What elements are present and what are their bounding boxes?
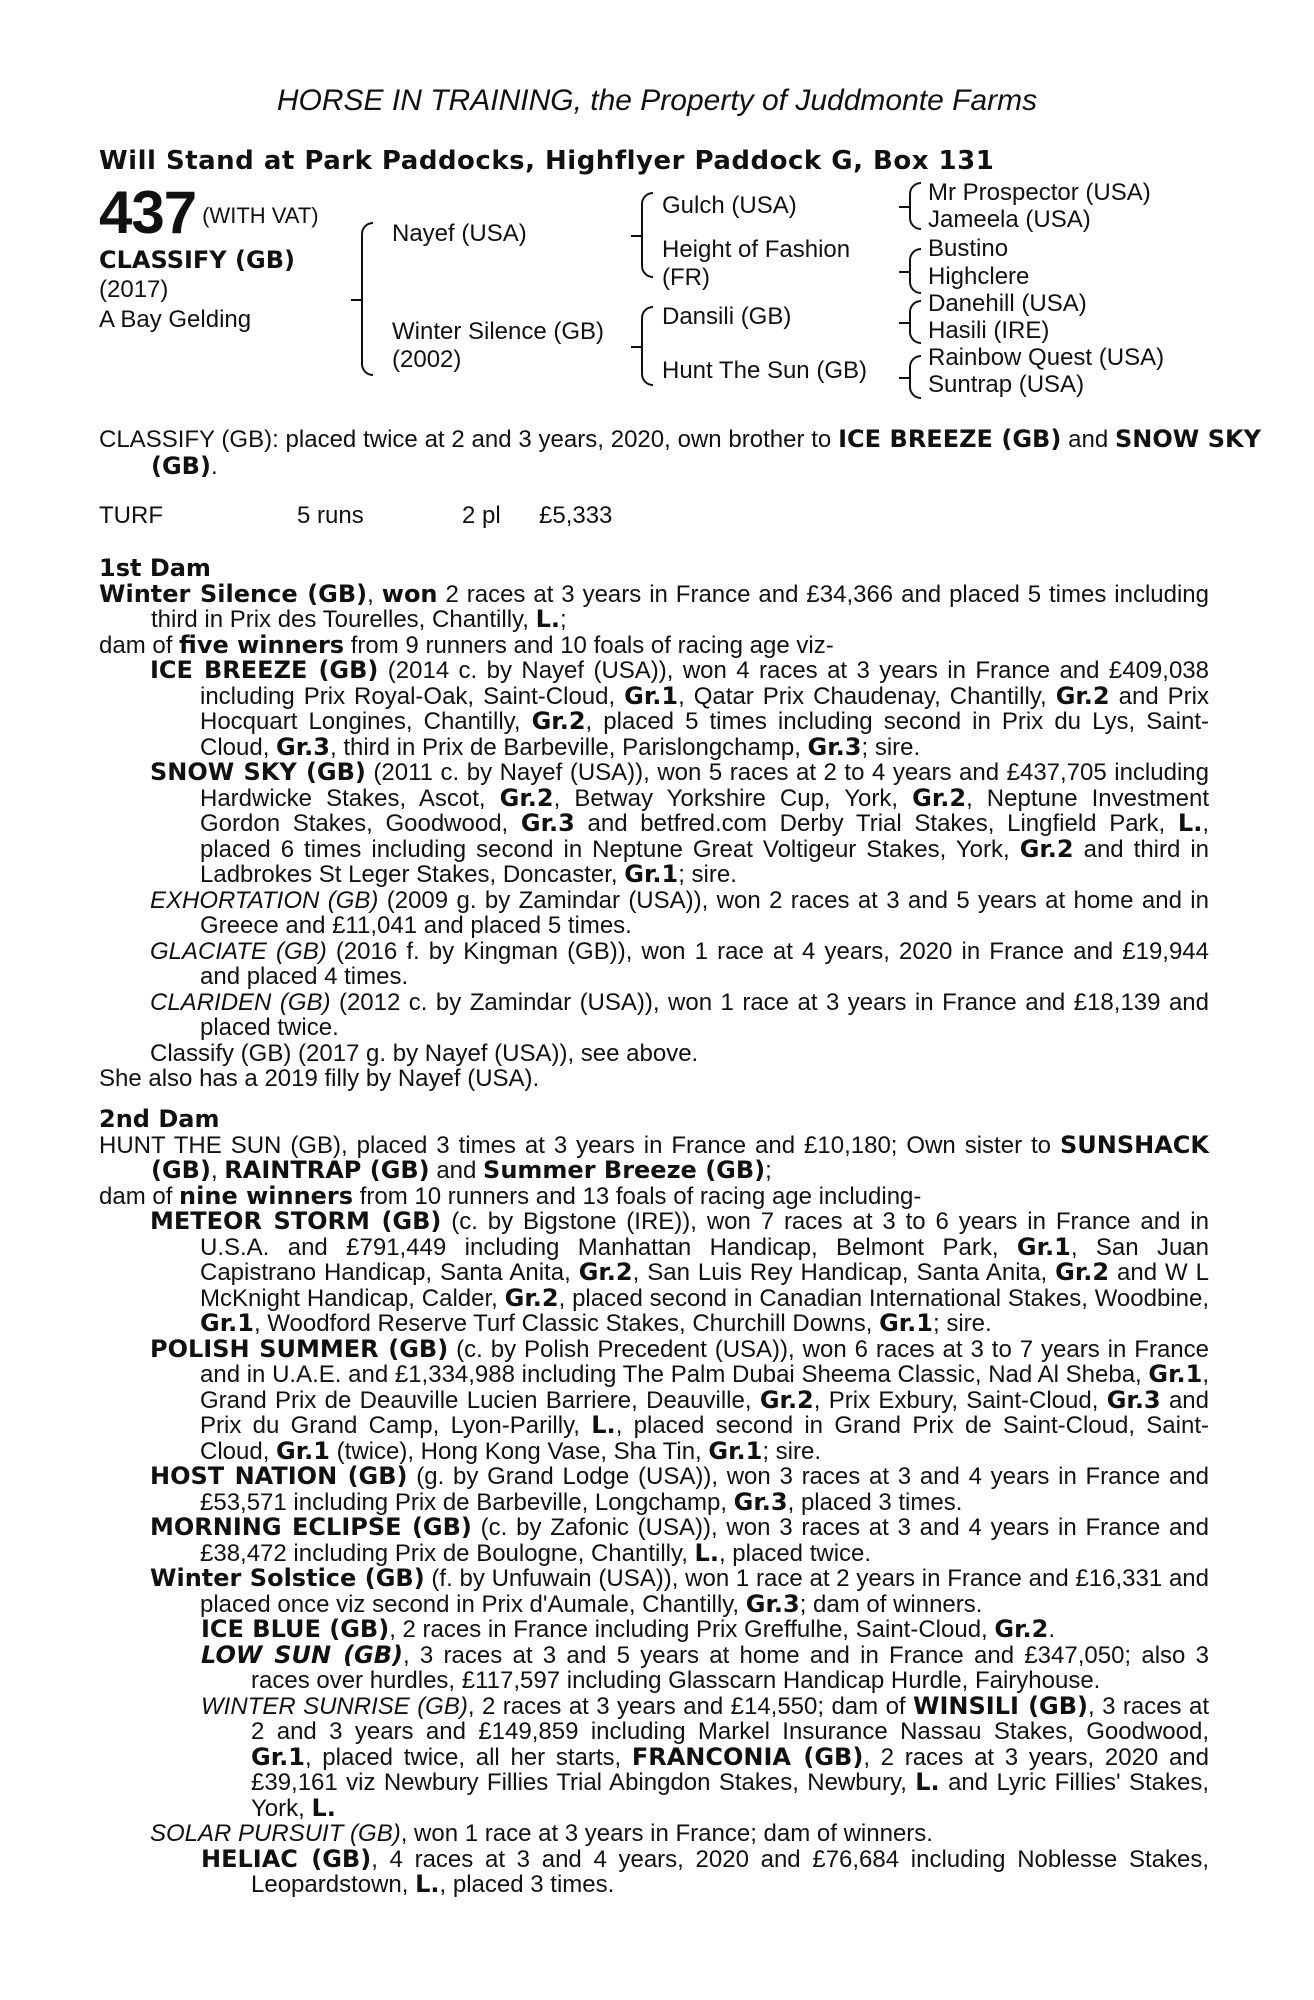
produce-entry: MORNING ECLIPSE (GB) (c. by Zafonic (USA)), won 3 races at 3 and 4 years in France and £38,472 including Prix de Boulogne, Chantilly, L., placed twice. <box>150 1513 1209 1567</box>
produce-subentry: LOW SUN (GB), 3 races at 3 and 5 years at home and in France and £347,050; also 3 races over hurdles, £117,597 including Glasscarn Handicap Hurdle, Fairyhouse. <box>201 1640 1209 1694</box>
second-dam-section <box>99 1107 1209 1898</box>
pedigree-bracket <box>909 248 921 294</box>
produce-entry: HOST NATION (GB) (g. by Grand Lodge (USA)), won 3 races at 3 and 4 years in France and £53,571 including Prix de Barbeville, Longchamp, Gr.3, placed 3 times. <box>150 1462 1209 1516</box>
turf-runs: 5 runs <box>297 502 364 529</box>
pedigree-sire-sire: Gulch (USA) <box>662 192 797 219</box>
pedigree-bracket <box>909 182 921 230</box>
pedigree-bracket <box>909 355 921 399</box>
second-dam-heading: 2nd Dam <box>99 1105 220 1133</box>
pedigree-sds: Bustino <box>928 235 1009 262</box>
produce-entry: GLACIATE (GB) (2016 f. by Kingman (GB)), won 1 race at 4 years, 2020 in France and £19,944 and placed 4 times. <box>150 937 1210 990</box>
pedigree-dam-year: (2002) <box>392 346 462 373</box>
lot-number-block <box>99 178 319 247</box>
first-dam-footer: She also has a 2019 filly by Nayef (USA). <box>99 1065 540 1092</box>
pedigree-dsd: Hasili (IRE) <box>928 317 1050 344</box>
pedigree-sire-dam-country: (FR) <box>662 264 710 291</box>
lot-number: 437 <box>99 179 197 246</box>
first-dam-heading: 1st Dam <box>99 554 211 582</box>
produce-entry: SOLAR PURSUIT (GB), won 1 race at 3 years in France; dam of winners. <box>150 1820 933 1847</box>
horse-description: A Bay Gelding <box>99 306 252 333</box>
horse-year: (2017) <box>99 276 169 303</box>
pedigree-bracket <box>641 192 653 278</box>
horse-info <box>99 245 295 335</box>
turf-placed: 2 pl <box>462 502 501 529</box>
turf-label: TURF <box>99 502 163 529</box>
produce-subentry: WINTER SUNRISE (GB), 2 races at 3 years and £14,550; dam of WINSILI (GB), 3 races at 2 and 3 years and £149,859 including Markel Insurance Nassau Stakes, Goodwood, Gr.1, placed twice, all her starts, FRANCONIA (GB), 2 races at 3 years, 2020 and £39,161 viz Newbury Fillies Trial Abingdon Stakes, Newbury, L. and Lyric Fillies' Stakes, York, L. <box>201 1691 1210 1822</box>
vat-note: (WITH VAT) <box>202 203 319 228</box>
pedigree-bracket <box>361 222 373 376</box>
produce-entry: EXHORTATION (GB) (2009 g. by Zamindar (USA)), won 2 races at 3 and 5 years at home and in Greece and £11,041 and placed 5 times. <box>150 886 1209 939</box>
pedigree-bracket <box>909 300 921 344</box>
stand-location: Will Stand at Park Paddocks, Highflyer Paddock G, Box 131 <box>99 146 995 176</box>
pedigree-dam: Winter Silence (GB) <box>392 318 605 345</box>
produce-entry: POLISH SUMMER (GB) (c. by Polish Precedent (USA)), won 6 races at 3 to 7 years in France and in U.A.E. and £1,334,988 including The Palm Dubai Sheema Classic, Nad Al Sheba, Gr.1, Grand Prix de Deauville Lucien Barriere, Deauville, Gr.2, Prix Exbury, Saint-Cloud, Gr.3 and Prix du Grand Camp, Lyon-Parilly, L., placed second in Grand Prix de Saint-Cloud, Saint-Cloud, Gr.1 (twice), Hong Kong Vase, Sha Tin, Gr.1; sire. <box>150 1334 1210 1465</box>
pedigree-sss: Mr Prospector (USA) <box>928 179 1151 206</box>
page-header: HORSE IN TRAINING, the Property of Juddmonte Farms <box>276 84 1038 117</box>
pedigree-dds: Rainbow Quest (USA) <box>928 344 1165 371</box>
produce-entry: METEOR STORM (GB) (c. by Bigstone (IRE)), won 7 races at 3 to 6 years in France and in U.S.A. and £791,449 including Manhattan Handicap, Belmont Park, Gr.1, San Juan Capistrano Handicap, Santa Anita, Gr.2, San Luis Rey Handicap, Santa Anita, Gr.2 and W L McKnight Handicap, Calder, Gr.2, placed second in Canadian International Stakes, Woodbine, Gr.1, Woodford Reserve Turf Classic Stakes, Churchill Downs, Gr.1; sire. <box>150 1207 1209 1337</box>
produce-entry: SNOW SKY (GB) (2011 c. by Nayef (USA)), won 5 races at 2 to 4 years and £437,705 including Hardwicke Stakes, Ascot, Gr.2, Betway Yorkshire Cup, York, Gr.2, Neptune Investment Gordon Stakes, Goodwood, Gr.3 and betfred.com Derby Trial Stakes, Lingfield Park, L., placed 6 times including second in Neptune Great Voltigeur Stakes, York, Gr.2 and third in Ladbrokes St Leger Stakes, Doncaster, Gr.1; sire. <box>150 758 1210 888</box>
first-dam-produce-list <box>99 658 1209 1066</box>
turf-earnings: £5,333 <box>539 502 613 529</box>
pedigree-bracket <box>641 306 653 386</box>
pedigree-ssd: Jameela (USA) <box>928 206 1091 233</box>
pedigree-sire: Nayef (USA) <box>392 220 527 247</box>
first-dam-intro: Winter Silence (GB), won 2 races at 3 years in France and £34,366 and placed 5 times including third in Prix des Tourelles, Chantilly, L.; <box>99 579 1210 633</box>
produce-subentry: ICE BLUE (GB), 2 races in France including Prix Greffulhe, Saint-Cloud, Gr.2. <box>201 1615 1055 1643</box>
brother-name: SNOW SKY (GB) <box>151 425 1261 480</box>
produce-entry: ICE BREEZE (GB) (2014 c. by Nayef (USA)), won 4 races at 3 years in France and £409,038 including Prix Royal-Oak, Saint-Cloud, Gr.1, Qatar Prix Chaudenay, Chantilly, Gr.2 and Prix Hocquart Longines, Chantilly, Gr.2, placed 5 times including second in Prix du Lys, Saint-Cloud, Gr.3, third in Prix de Barbeville, Parislongchamp, Gr.3; sire. <box>150 656 1209 761</box>
pedigree-sire-dam: Height of Fashion <box>662 236 851 263</box>
produce-subentry: HELIAC (GB), 4 races at 3 and 4 years, 2020 and £76,684 including Noblesse Stakes, Leopardstown, L., placed 3 times. <box>201 1844 1209 1898</box>
produce-entry: Winter Solstice (GB) (f. by Unfuwain (USA)), won 1 race at 2 years in France and £16,331 and placed once viz second in Prix d'Aumale, Chantilly, Gr.3; dam of winners. <box>150 1564 1209 1618</box>
produce-entry: CLARIDEN (GB) (2012 c. by Zamindar (USA)), won 1 race at 3 years in France and £18,139 and placed twice. <box>150 988 1209 1041</box>
pedigree-dam-dam: Hunt The Sun (GB) <box>662 357 867 384</box>
second-dam-intro: HUNT THE SUN (GB), placed 3 times at 3 years in France and £10,180; Own sister to SUNSHACK (GB), RAINTRAP (GB) and Summer Breeze (GB); <box>99 1130 1209 1184</box>
produce-entry: Classify (GB) (2017 g. by Nayef (USA)), see above. <box>150 1039 699 1067</box>
second-dam-produce-list <box>99 1209 1209 1898</box>
second-dam-produce-line: dam of nine winners from 10 runners and 13 foals of racing age including- <box>99 1181 922 1210</box>
horse-name: CLASSIFY (GB) <box>99 246 295 274</box>
brother-name: ICE BREEZE (GB) <box>838 425 1062 453</box>
pedigree-dam-sire: Dansili (GB) <box>662 303 792 330</box>
pedigree-sdd: Highclere <box>928 263 1030 290</box>
pedigree-ddd: Suntrap (USA) <box>928 371 1085 398</box>
first-dam-produce-line: dam of five winners from 9 runners and 10 foals of racing age viz- <box>99 630 834 659</box>
turf-record <box>99 503 1209 529</box>
summary-text: CLASSIFY (GB): placed twice at 2 and 3 years, 2020, own brother to ICE BREEZE (GB) and SNOW SKY (GB). <box>99 425 1261 480</box>
pedigree-dss: Danehill (USA) <box>928 290 1087 317</box>
first-dam-section <box>99 556 1209 1092</box>
